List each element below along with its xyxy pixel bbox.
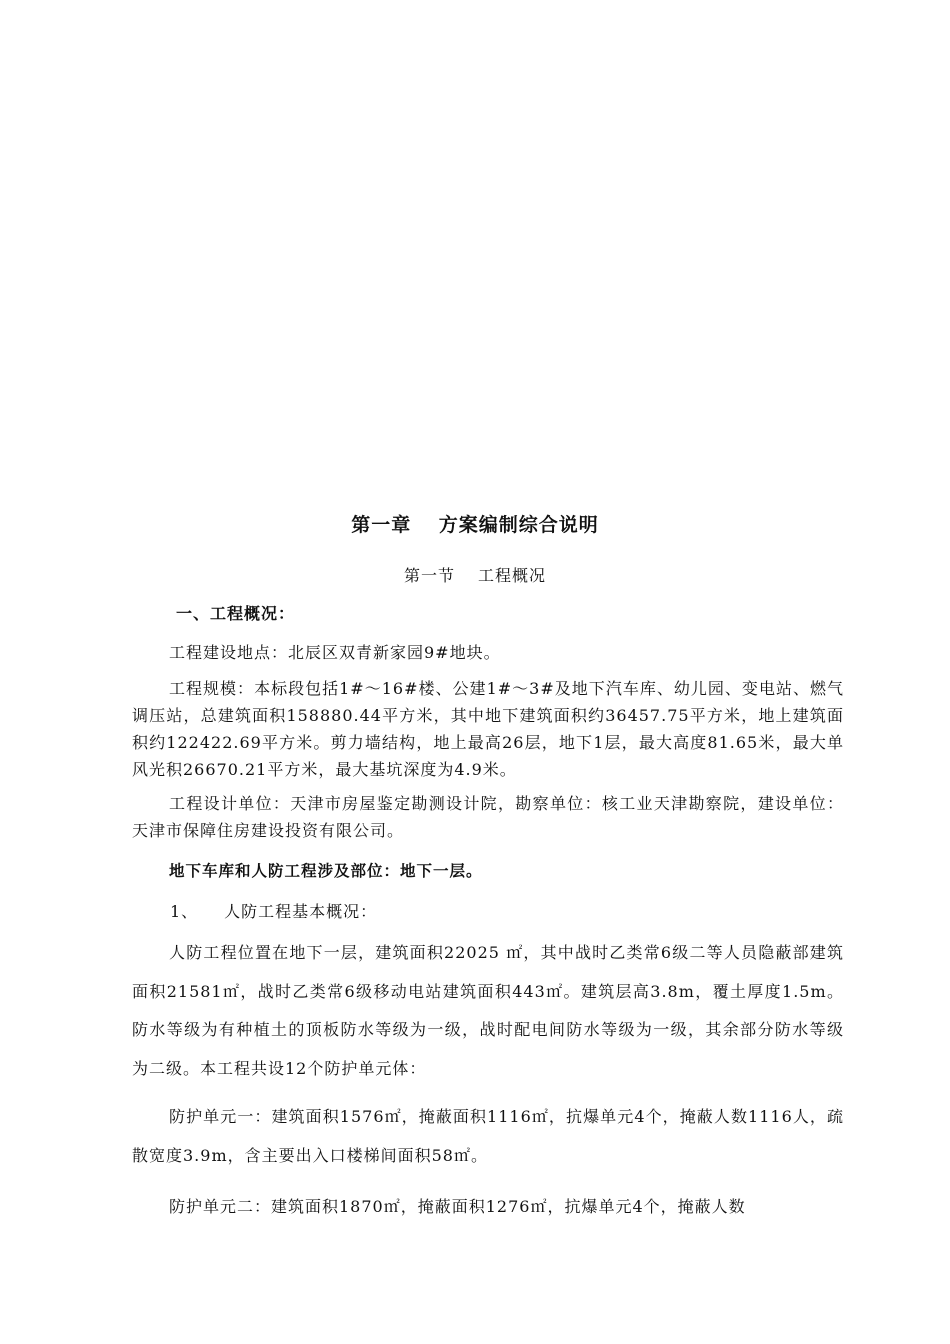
location-paragraph: 工程建设地点：北辰区双青新家园9#地块。 xyxy=(169,643,501,662)
chapter-title: 第一章 方案编制综合说明 xyxy=(351,514,599,536)
scale-paragraph: 工程规模：本标段包括1#～16#楼、公建1#～3#及地下汽车库、幼儿园、变电站、燃气调压站，总建筑面积158880.44平方米，其中地下建筑面积约36457.75平方米，地上建筑面积约122422.69平方米。剪力墙结构，地上最高26层，地下1层，最大高度81.65米，最大单风光积26670.21平方米，最大基坑深度为4.9米。 xyxy=(132,679,844,779)
scope-paragraph: 地下车库和人防工程涉及部位：地下一层。 xyxy=(169,862,483,880)
civil-defense-item-label: 1、 人防工程基本概况： xyxy=(170,902,378,921)
section-title: 第一节 工程概况 xyxy=(403,566,547,585)
design-units-paragraph: 工程设计单位：天津市房屋鉴定勘测设计院，勘察单位：核工业天津勘察院，建设单位：天津市保障住房建设投资有限公司。 xyxy=(132,794,844,840)
civil-defense-description: 人防工程位置在地下一层，建筑面积22025 ㎡，其中战时乙类常6级二等人员隐蔽部建筑面积21581㎡，战时乙类常6级移动电站建筑面积443㎡。建筑层高3.8m，覆土厚度1.5m。防水等级为有种植土的顶板防水等级为一级，战时配电间防水等级为一级，其余部分防水等级为二级。本工程共设12个防护单元体： xyxy=(132,943,844,1078)
protection-unit-2-paragraph: 防护单元二：建筑面积1870㎡，掩蔽面积1276㎡，抗爆单元4个，掩蔽人数 xyxy=(169,1197,746,1216)
protection-unit-1-paragraph: 防护单元一：建筑面积1576㎡，掩蔽面积1116㎡，抗爆单元4个，掩蔽人数1116人，疏散宽度3.9m，含主要出入口楼梯间面积58㎡。 xyxy=(132,1107,844,1165)
overview-heading: 一、工程概况： xyxy=(176,604,296,623)
